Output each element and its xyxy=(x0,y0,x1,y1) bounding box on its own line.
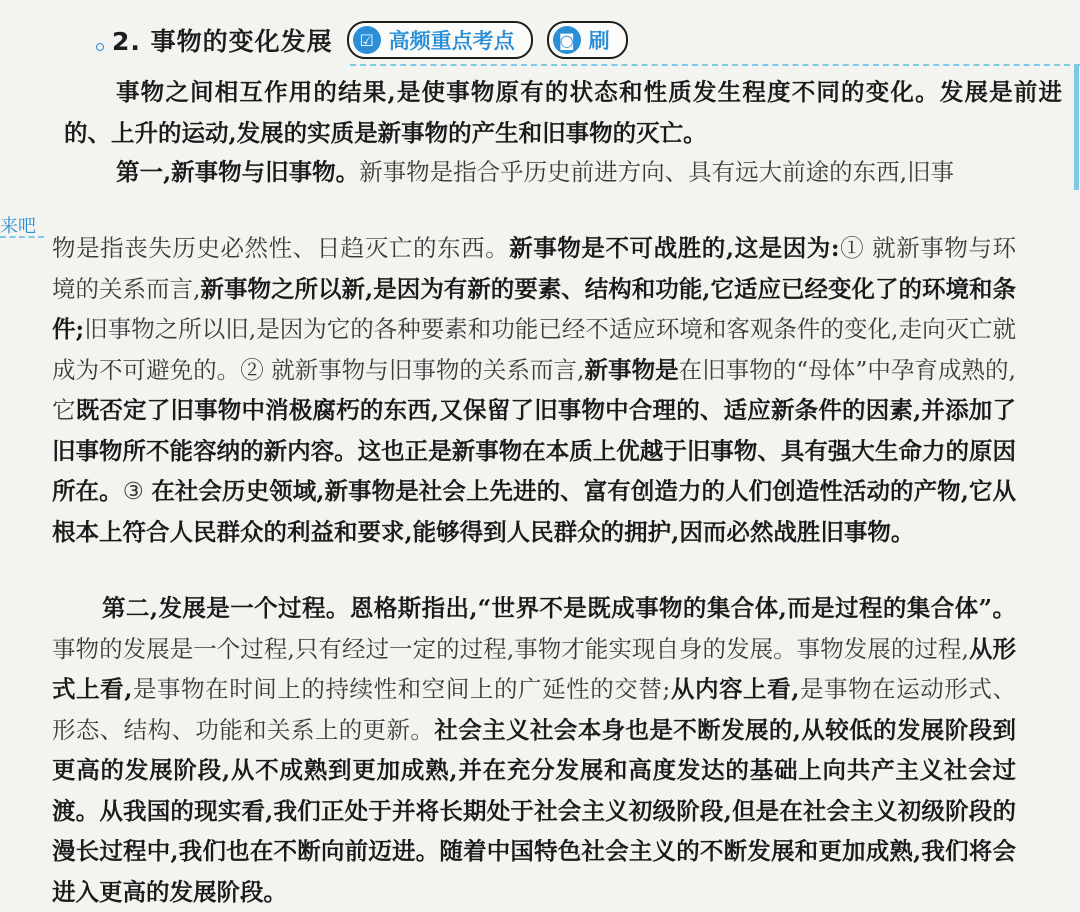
bold-text-run: 第一,新事物与旧事物。 xyxy=(116,158,360,186)
bold-text-run: 从内容上看, xyxy=(670,675,800,703)
bullet-dot-icon xyxy=(96,43,104,51)
text-run: 旧事物之所以旧,是因为它的各种要素和功能已经不适应环境和客观条件的变化,走向灭亡就成为不可避免的。② 就新事物与旧事物的关系而言, xyxy=(52,315,1016,384)
section-heading xyxy=(96,16,642,64)
paragraph-4 xyxy=(52,588,1016,912)
high-frequency-tag xyxy=(347,21,533,59)
side-note: 来吧 xyxy=(0,216,36,237)
checklist-icon: ☑ xyxy=(353,26,381,54)
bold-text-run: 新事物是 xyxy=(584,355,679,384)
heading-divider xyxy=(350,64,1080,66)
section-title: 2. 事物的变化发展 xyxy=(112,27,333,56)
bold-text-run: 第二,发展是一个过程。恩格斯指出,“世界不是既成事物的集合体,而是过程的集合体”。 xyxy=(102,594,1016,622)
text-run: 在旧事物的“母体”中孕育成熟的,它 xyxy=(52,355,1016,424)
text-run: ① 就新事物与环境的关系而言, xyxy=(52,234,1016,303)
bold-text-run: 新事物之所以新,是因为有新的要素、结构和功能,它适应已经变化了的环境和条件; xyxy=(52,274,1016,343)
cropped-previous-line xyxy=(0,0,1080,4)
paragraph-2 xyxy=(64,152,1062,193)
bold-text-run: 事物之间相互作用的结果,是使事物原有的状态和性质发生程度不同的变化。发展是前进的、上升的运动,发展的实质是新事物的产生和旧事物的灭亡。 xyxy=(64,78,1062,147)
text-run: 物是指丧失历史必然性、日趋灭亡的东西。 xyxy=(52,234,510,262)
high-frequency-label: 高频重点考点 xyxy=(388,29,515,53)
side-note-divider xyxy=(0,236,44,238)
text-run: 新事物是指合乎历史前进方向、具有远大前途的东西,旧事 xyxy=(359,158,955,186)
bold-text-run: 在社会历史领域,新事物是社会上先进的、富有创造力的人们创造性活动的产物,它从根本上符合人民群众的利益和要求,能够得到人民群众的拥护,因而必然战胜旧事物。 xyxy=(52,477,1016,546)
bold-text-run: 从形式上看, xyxy=(52,634,1016,703)
paragraph-3 xyxy=(52,228,1016,552)
practice-label: 刷 xyxy=(588,29,610,53)
bold-text-run: 新事物是不可战胜的,这是因为: xyxy=(509,234,840,262)
practice-icon: ◙ xyxy=(553,26,581,54)
bold-text-run: 既否定了旧事物中消极腐朽的东西,又保留了旧事物中合理的、适应新条件的因素,并添加了旧事物所不能容纳的新内容。这也正是新事物在本质上优越于旧事物、具有强大生命力的原因所在。 xyxy=(52,396,1016,505)
text-run: ③ xyxy=(122,477,152,505)
practice-tag xyxy=(547,21,628,59)
text-run: 是事物在时间上的持续性和空间上的广延性的交替; xyxy=(132,675,671,703)
margin-bar xyxy=(1074,64,1079,190)
bold-text-run: 社会主义社会本身也是不断发展的,从较低的发展阶段到更高的发展阶段,从不成熟到更加成熟,并在充分发展和高度发达的基础上向共产主义社会过渡。从我国的现实看,我们正处于并将长期处于社会主义初级阶段,但是在社会主义初级阶段的漫长过程中,我们也在不断向前迈进。随着中国特色社会主义的不断发展和更加成熟,我们将会进入更高的发展阶段。 xyxy=(52,715,1016,906)
text-run: 是事物在运动形式、形态、结构、功能和关系上的更新。 xyxy=(52,675,1016,744)
paragraph-1 xyxy=(64,72,1062,153)
text-run: 事物的发展是一个过程,只有经过一定的过程,事物才能实现自身的发展。事物发展的过程, xyxy=(52,634,969,663)
